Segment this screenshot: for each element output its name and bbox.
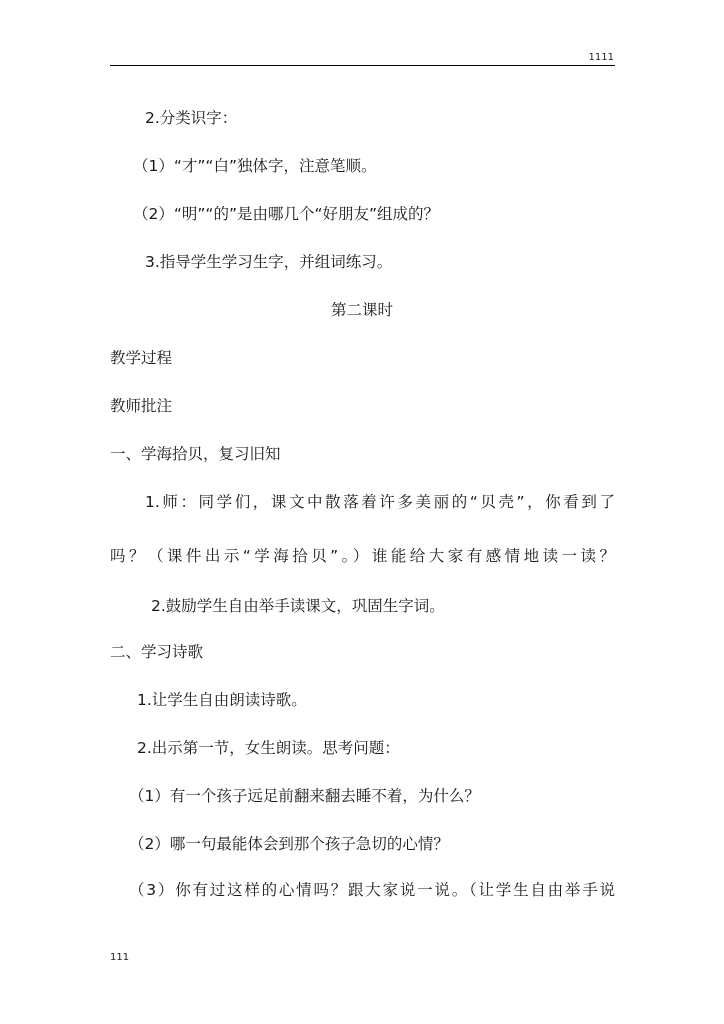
footer-page-number: 111: [110, 952, 130, 963]
body-line-1: 2.分类识字：: [145, 109, 238, 127]
body-line-13: 1.让学生自由朗读诗歌。: [137, 691, 307, 709]
section-heading: 第二课时: [330, 301, 393, 319]
body-line-14: 2.出示第一节，女生朗读。思考问题：: [137, 739, 400, 757]
header-divider: [110, 65, 615, 66]
body-line-15: （1）有一个孩子远足前翻来翻去睡不着，为什么？: [129, 787, 480, 805]
body-line-4: 3.指导学生学习生字，并组词练习。: [145, 253, 393, 271]
body-line-2: （1）“才”“白”独体字，注意笔顺。: [133, 157, 377, 175]
body-line-7: 教师批注: [110, 397, 173, 415]
body-line-11: 2.鼓励学生自由举手读课文，巩固生字词。: [151, 597, 445, 615]
body-line-10: 吗？（课件出示“学海拾贝”。）谁能给大家有感情地读一读？: [110, 547, 615, 565]
body-line-3: （2）“明”“的”是由哪几个“好朋友”组成的？: [133, 205, 440, 223]
body-line-9: 1.师：同学们，课文中散落着许多美丽的“贝壳”，你看到了: [145, 493, 615, 511]
body-line-17: （3）你有过这样的心情吗？跟大家说一说。（让学生自由举手说: [129, 881, 615, 899]
body-line-6: 教学过程: [110, 349, 173, 367]
body-line-12: 二、学习诗歌: [110, 643, 204, 661]
body-line-16: （2）哪一句最能体会到那个孩子急切的心情？: [129, 835, 449, 853]
header-page-number: 1111: [588, 52, 614, 63]
body-line-8: 一、学海拾贝，复习旧知: [110, 445, 281, 463]
